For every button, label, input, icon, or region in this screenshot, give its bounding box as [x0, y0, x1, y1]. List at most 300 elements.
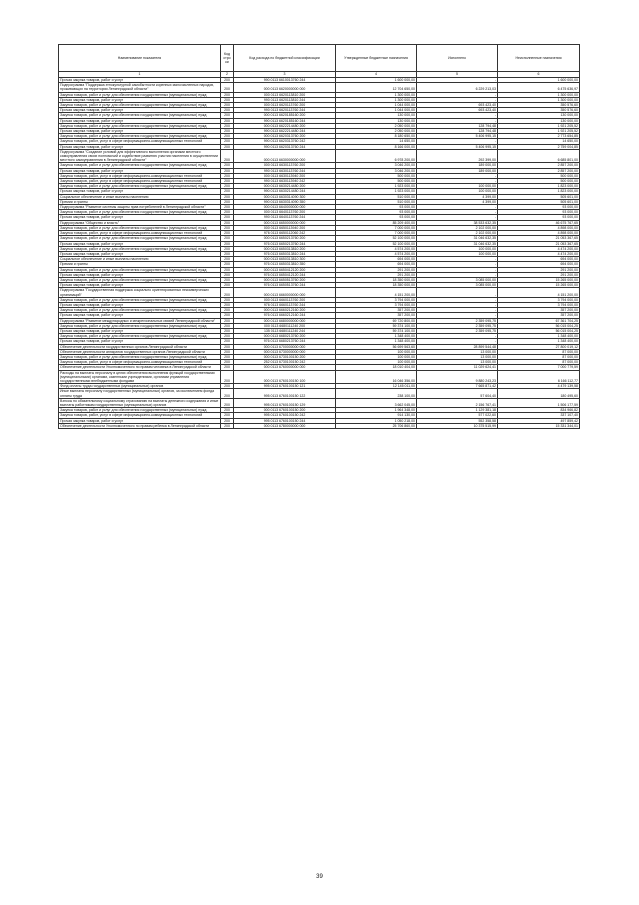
row-name: Премии и гранты: [59, 262, 221, 267]
header-executed: Исполнено: [417, 45, 498, 72]
row-budget-code: 000 0113 6640113760 200: [234, 210, 336, 215]
row-approved: 500 000,00: [336, 179, 417, 184]
row-executed: -: [417, 297, 498, 302]
row-name: Прочая закупка товаров, работ и услуг: [59, 339, 221, 344]
row-approved: 1 348 400,00: [336, 339, 417, 344]
row-executed: 10 375 515,99: [417, 423, 498, 428]
row-approved: 1 050 218,00: [336, 418, 417, 423]
row-name: Закупка товаров, работ и услуг для обеспечения государственных (муниципальных) нужд: [59, 113, 221, 118]
row-name: Закупка товаров, работ и услуг для обеспечения государственных (муниципальных) нужд: [59, 134, 221, 139]
row-code: 200: [221, 283, 234, 288]
row-remaining: 505 601,00: [498, 194, 580, 199]
row-executed: 6 229 213,03: [417, 83, 498, 92]
row-executed: -: [417, 334, 498, 339]
row-budget-code: 000 0113 6650213760 200: [234, 236, 336, 241]
row-executed: -: [417, 272, 498, 277]
column-number: 5: [417, 72, 498, 78]
row-name: Социальное обеспечение и иные выплаты населению: [59, 194, 221, 199]
row-code: 200: [221, 318, 234, 323]
row-approved: 2 050 000,00: [336, 129, 417, 134]
row-executed: -: [417, 308, 498, 313]
row-name: Прочая закупка товаров, работ и услуг: [59, 78, 221, 83]
row-code: 200: [221, 413, 234, 418]
row-approved: 59 374 100,00: [336, 323, 417, 328]
row-remaining: 500 000,00: [498, 179, 580, 184]
row-name: Прочая закупка товаров, работ и услуг: [59, 241, 221, 246]
row-code: 200: [221, 354, 234, 359]
row-budget-code: 000 0113 6780000000 000: [234, 423, 336, 428]
row-code: 200: [221, 418, 234, 423]
row-name: Премии и гранты: [59, 199, 221, 204]
row-remaining: 357 200,00: [498, 313, 580, 318]
row-approved: 14 650,00: [336, 139, 417, 144]
row-code: 200: [221, 83, 234, 92]
row-name: Прочая закупка товаров, работ и услуг: [59, 144, 221, 149]
row-executed: 2 102 000,00: [417, 225, 498, 230]
row-remaining: 130 000,00: [498, 113, 580, 118]
row-name: Подпрограмма "Поддержка этнокультурной самобытности коренных малочисленных народов, проживающих на территории Ленинградской области": [59, 83, 221, 92]
table-row: [59, 423, 580, 428]
table-row: [59, 370, 580, 384]
row-budget-code: 990 0113 6620113760 244: [234, 108, 336, 113]
row-budget-code: 000 0113 6650113940 200: [234, 225, 336, 230]
row-name: Закупка товаров, работ, услуг в сфере информационно-коммуникационных технологий: [59, 413, 221, 418]
row-name: Обеспечение деятельности Уполномоченного по правам ребенка в Ленинградской области: [59, 423, 221, 428]
row-remaining: 4 898 000,00: [498, 225, 580, 230]
row-name: Обеспечение деятельности государственных органов Ленинградской области: [59, 344, 221, 349]
row-executed: 2 359 095,75: [417, 323, 498, 328]
row-code: 200: [221, 313, 234, 318]
row-executed: 3 085 000,00: [417, 283, 498, 288]
row-remaining: 1 823 000,00: [498, 189, 580, 194]
row-executed: 9 880 243,23: [417, 370, 498, 384]
row-budget-code: 000 0113 6630314090 300: [234, 194, 336, 199]
row-approved: 12 704 650,00: [336, 83, 417, 92]
row-executed: 100 000,00: [417, 189, 498, 194]
row-remaining: 1 921 205,52: [498, 129, 580, 134]
row-remaining: 2 759 004,85: [498, 144, 580, 149]
row-budget-code: 000 0113 6680000000 000: [234, 318, 336, 323]
row-approved: 85 209 400,00: [336, 220, 417, 225]
row-budget-code: 995 0113 6760100150 244: [234, 418, 336, 423]
row-executed: -: [417, 139, 498, 144]
row-name: Прочая закупка товаров, работ и услуг: [59, 272, 221, 277]
row-executed: 100 000,00: [417, 246, 498, 251]
row-remaining: 497 859,42: [498, 418, 580, 423]
row-code: 200: [221, 189, 234, 194]
row-code: 200: [221, 257, 234, 262]
row-code: 200: [221, 288, 234, 297]
row-name: Подпрограмма "Развитие системы защиты прав потребителей в Ленинградской области": [59, 205, 221, 210]
row-remaining: 2 773 654,85: [498, 134, 580, 139]
row-executed: -: [417, 210, 498, 215]
table-row: [59, 149, 580, 163]
row-approved: 100 000,00: [336, 349, 417, 354]
row-remaining: 56 015 004,25: [498, 323, 580, 328]
row-code: 200: [221, 194, 234, 199]
row-approved: 8 180 650,00: [336, 134, 417, 139]
row-remaining: 505 601,00: [498, 199, 580, 204]
row-approved: 93 000,00: [336, 215, 417, 220]
row-approved: 6 978 200,00: [336, 149, 417, 163]
row-remaining: 15 265 000,00: [498, 277, 580, 282]
row-budget-code: 000 0113 6760100150 200: [234, 408, 336, 413]
row-code: 200: [221, 205, 234, 210]
row-budget-code: 000 0113 6620000000 000: [234, 83, 336, 92]
row-approved: 3 794 000,00: [336, 297, 417, 302]
row-budget-code: 000 0113 6660000000 000: [234, 288, 336, 297]
column-number: 2: [221, 72, 234, 78]
row-remaining: 694 000,00: [498, 257, 580, 262]
row-executed: 292 399,00: [417, 149, 498, 163]
row-code: 200: [221, 163, 234, 168]
row-remaining: 1 300 000,00: [498, 92, 580, 97]
row-budget-code: 995 0113 6760100150 129: [234, 398, 336, 407]
row-approved: 510 000,00: [336, 194, 417, 199]
row-approved: 1 300 000,00: [336, 97, 417, 102]
row-budget-code: 000 0113 6730100150 200: [234, 354, 336, 359]
row-remaining: 4 151 200,00: [498, 288, 580, 297]
row-executed: -: [417, 313, 498, 318]
row-budget-code: 976 0113 6650313810 350: [234, 262, 336, 267]
row-remaining: 2 857 200,00: [498, 168, 580, 173]
row-name: Подпрограмма "Создание условий для эффективного выполнения органами местного самоуправления своих полномочий и содействие развитию участия населения в осуществлении местного самоуправления в Ленинградской области": [59, 149, 221, 163]
row-budget-code: 990 0113 6630113760 244: [234, 168, 336, 173]
row-approved: 3 046 200,00: [336, 168, 417, 173]
row-executed: -: [417, 78, 498, 83]
row-name: Закупка товаров, работ, услуг в сфере информационно-коммуникационных технологий: [59, 231, 221, 236]
row-executed: 13 000,00: [417, 360, 498, 365]
row-code: 200: [221, 272, 234, 277]
row-name: Иные выплаты персоналу государственных (муниципальных) органов, за исключением фонда оплаты труда: [59, 389, 221, 398]
row-budget-code: 000 0113 6760100150 100: [234, 370, 336, 384]
row-code: 200: [221, 179, 234, 184]
row-approved: 69 720 800,00: [336, 318, 417, 323]
row-remaining: 21 053 367,65: [498, 236, 580, 241]
row-code: 200: [221, 134, 234, 139]
row-approved: 130 000,00: [336, 118, 417, 123]
row-executed: -: [417, 288, 498, 297]
table-row: [59, 398, 580, 407]
row-code: 200: [221, 149, 234, 163]
row-executed: 2 359 095,75: [417, 318, 498, 323]
row-code: 200: [221, 246, 234, 251]
row-name: Прочая закупка товаров, работ и услуг: [59, 215, 221, 220]
row-budget-code: 995 0113 6760100150 122: [234, 389, 336, 398]
table-header-row: [59, 45, 580, 72]
row-budget-code: 995 0113 6760100150 121: [234, 384, 336, 389]
row-budget-code: 135 0113 6680111240 244: [234, 328, 336, 333]
row-name: Фонд оплаты труда государственных (муниципальных) органов: [59, 384, 221, 389]
row-name: Закупка товаров, работ и услуг для обеспечения государственных (муниципальных) нужд: [59, 334, 221, 339]
header-remaining: Неисполненные назначения: [498, 45, 580, 72]
row-remaining: 87 000,00: [498, 360, 580, 365]
column-number: 6: [498, 72, 580, 78]
row-budget-code: 976 0113 6660212160 244: [234, 313, 336, 318]
report-page: [58, 44, 579, 429]
row-budget-code: 976 0113 6660113760 244: [234, 302, 336, 307]
row-budget-code: 000 0113 6660113760 200: [234, 297, 336, 302]
row-remaining: 337 107,40: [498, 413, 580, 418]
row-code: 200: [221, 139, 234, 144]
row-budget-code: 976 0113 6650112060 242: [234, 231, 336, 236]
row-executed: -: [417, 215, 498, 220]
column-number: 3: [234, 72, 336, 78]
row-code: 200: [221, 423, 234, 428]
row-approved: 25 706 860,00: [336, 423, 417, 428]
row-name: Закупка товаров, работ и услуг для обеспечения государственных (муниципальных) нужд: [59, 297, 221, 302]
row-executed: -: [417, 267, 498, 272]
row-code: 200: [221, 398, 234, 407]
row-approved: 1 300 000,00: [336, 92, 417, 97]
row-executed: -: [417, 113, 498, 118]
row-code: 200: [221, 241, 234, 246]
row-approved: 130 000,00: [336, 113, 417, 118]
row-remaining: 67 361 704,25: [498, 318, 580, 323]
row-executed: 31 046 632,35: [417, 241, 498, 246]
row-code: 200: [221, 225, 234, 230]
row-executed: 577 022,60: [417, 413, 498, 418]
row-executed: -: [417, 339, 498, 344]
row-executed: 5 406 995,15: [417, 144, 498, 149]
row-approved: 694 000,00: [336, 257, 417, 262]
row-budget-code: 990 0113 6620185160 244: [234, 118, 336, 123]
row-remaining: 4 474 200,00: [498, 246, 580, 251]
row-approved: 3 662 045,00: [336, 398, 417, 407]
row-executed: -: [417, 205, 498, 210]
row-budget-code: 990 0113 6630113940 242: [234, 179, 336, 184]
row-remaining: 14 650,00: [498, 139, 580, 144]
row-name: Закупка товаров, работ и услуг для обеспечения государственных (муниципальных) нужд: [59, 103, 221, 108]
row-budget-code: 000 0113 6630113940 200: [234, 173, 336, 178]
row-executed: -: [417, 302, 498, 307]
row-budget-code: 976 0113 6650313810 244: [234, 251, 336, 256]
row-code: 200: [221, 277, 234, 282]
row-executed: 2 102 000,00: [417, 231, 498, 236]
row-code: 200: [221, 251, 234, 256]
row-approved: 291 200,00: [336, 272, 417, 277]
row-remaining: 7 000 779,59: [498, 365, 580, 370]
column-number: 1: [59, 72, 221, 78]
row-name: Прочая закупка товаров, работ и услуг: [59, 418, 221, 423]
row-approved: 100 000,00: [336, 354, 417, 359]
row-approved: 291 200,00: [336, 267, 417, 272]
row-remaining: 500 000,00: [498, 173, 580, 178]
row-name: Закупка товаров, работ, услуг в сфере информационно-коммуникационных технологий: [59, 360, 221, 365]
row-executed: 13 000,00: [417, 349, 498, 354]
row-code: 200: [221, 92, 234, 97]
row-executed: 4 399,00: [417, 194, 498, 199]
row-executed: 3 085 000,00: [417, 277, 498, 282]
row-remaining: 350 576,60: [498, 108, 580, 113]
row-code: 200: [221, 231, 234, 236]
row-name: Закупка товаров, работ и услуг для обеспечения государственных (муниципальных) нужд: [59, 210, 221, 215]
row-name: Прочая закупка товаров, работ и услуг: [59, 168, 221, 173]
row-budget-code: 000 0113 6640000000 000: [234, 205, 336, 210]
row-remaining: 1 348 400,00: [498, 334, 580, 339]
row-remaining: 4 898 000,00: [498, 231, 580, 236]
row-remaining: 834 966,82: [498, 408, 580, 413]
row-budget-code: 976 0113 6650213760 244: [234, 241, 336, 246]
row-approved: 510 000,00: [336, 199, 417, 204]
row-name: Закупка товаров, работ, услуг в сфере информационно-коммуникационных технологий: [59, 173, 221, 178]
row-remaining: 6 475 636,97: [498, 83, 580, 92]
row-code: 200: [221, 184, 234, 189]
header-approved: Утвержденные бюджетные назначения: [336, 45, 417, 72]
row-code: 200: [221, 113, 234, 118]
row-budget-code: 000 0113 6650313810 300: [234, 257, 336, 262]
row-budget-code: 252 0113 6730100150 242: [234, 360, 336, 365]
row-code: 200: [221, 262, 234, 267]
row-approved: 4 574 200,00: [336, 246, 417, 251]
row-approved: 694 000,00: [336, 262, 417, 267]
row-code: 200: [221, 349, 234, 354]
row-approved: 93 000,00: [336, 205, 417, 210]
row-executed: 100 000,00: [417, 184, 498, 189]
row-executed: -: [417, 97, 498, 102]
row-approved: 3 046 200,00: [336, 163, 417, 168]
row-code: 200: [221, 123, 234, 128]
row-remaining: 1 300 000,00: [498, 97, 580, 102]
row-budget-code: 976 0113 6680213760 244: [234, 339, 336, 344]
row-code: 200: [221, 328, 234, 333]
row-name: Закупка товаров, работ и услуг для обеспечения государственных (муниципальных) нужд: [59, 308, 221, 313]
row-approved: 52 100 000,00: [336, 241, 417, 246]
row-budget-code: 000 0113 6620113810 200: [234, 92, 336, 97]
row-code: 200: [221, 236, 234, 241]
row-executed: 11 029 624,41: [417, 365, 498, 370]
row-remaining: 93 000,00: [498, 215, 580, 220]
row-name: Подпрограмма "Развитие международных и межрегиональных связей Ленинградской области": [59, 318, 221, 323]
row-code: 200: [221, 168, 234, 173]
row-name: Подпрограмма "Общество и власть": [59, 220, 221, 225]
row-budget-code: 000 0113 6622214480 200: [234, 123, 336, 128]
table-row: [59, 288, 580, 297]
row-approved: 18 350 000,00: [336, 283, 417, 288]
row-approved: 59 374 100,00: [336, 328, 417, 333]
row-remaining: 350 576,60: [498, 103, 580, 108]
row-budget-code: 000 0113 6680111240 200: [234, 323, 336, 328]
row-name: Социальное обеспечение и иные выплаты населению: [59, 257, 221, 262]
row-name: Прочая закупка товаров, работ и услуг: [59, 129, 221, 134]
row-budget-code: 976 0113 6650513760 244: [234, 283, 336, 288]
row-approved: 1 044 000,00: [336, 108, 417, 113]
row-approved: 52 100 000,00: [336, 236, 417, 241]
row-code: 200: [221, 220, 234, 225]
row-name: Взносы по обязательному социальному страхованию на выплаты денежного содержания и иные выплаты работникам государственных (муниципальных) органов: [59, 398, 221, 407]
row-name: Прочая закупка товаров, работ и услуг: [59, 189, 221, 194]
row-name: Закупка товаров, работ и услуг для обеспечения государственных (муниципальных) нужд: [59, 354, 221, 359]
row-approved: 914 130,00: [336, 413, 417, 418]
row-executed: -: [417, 262, 498, 267]
row-executed: 128 794,48: [417, 129, 498, 134]
row-approved: 2 050 000,00: [336, 123, 417, 128]
row-budget-code: 990 0113 6610013760 244: [234, 78, 336, 83]
row-executed: 100 000,00: [417, 251, 498, 256]
row-remaining: 93 000,00: [498, 205, 580, 210]
row-budget-code: 000 0113 6680213760 200: [234, 334, 336, 339]
row-budget-code: 000 0113 6650313810 200: [234, 246, 336, 251]
row-name: Закупка товаров, работ, услуг в сфере информационно-коммуникационных технологий: [59, 179, 221, 184]
row-name: Закупка товаров, работ и услуг для обеспечения государственных (муниципальных) нужд: [59, 225, 221, 230]
row-executed: 2 156 767,41: [417, 398, 498, 407]
row-remaining: 4 479 139,58: [498, 384, 580, 389]
row-approved: 357 200,00: [336, 313, 417, 318]
row-budget-code: 000 0113 6630113760 200: [234, 163, 336, 168]
row-approved: 12 145 011,00: [336, 384, 417, 389]
row-executed: 189 000,00: [417, 163, 498, 168]
row-budget-code: 000 0113 6700000000 000: [234, 344, 336, 349]
row-budget-code: 000 0113 6760000000 000: [234, 365, 336, 370]
row-code: 200: [221, 215, 234, 220]
row-name: Закупка товаров, работ и услуг для обеспечения государственных (муниципальных) нужд: [59, 277, 221, 282]
row-remaining: 357 200,00: [498, 308, 580, 313]
row-approved: 1 923 000,00: [336, 184, 417, 189]
row-approved: 7 000 000,00: [336, 225, 417, 230]
row-budget-code: 000 0113 6620113760 200: [234, 103, 336, 108]
row-budget-code: 990 0113 6620113810 244: [234, 97, 336, 102]
row-name: Обеспечение деятельности аппаратов государственных органов Ленинградской области: [59, 349, 221, 354]
row-approved: 100 000,00: [336, 360, 417, 365]
row-name: Закупка товаров, работ и услуг для обеспечения государственных (муниципальных) нужд: [59, 123, 221, 128]
row-name: Прочая закупка товаров, работ и услуг: [59, 251, 221, 256]
row-budget-code: 990 0113 6622214480 244: [234, 129, 336, 134]
row-name: Закупка товаров, работ и услуг для обеспечения государственных (муниципальных) нужд: [59, 246, 221, 251]
row-name: Закупка товаров, работ и услуг для обеспечения государственных (муниципальных) нужд: [59, 323, 221, 328]
row-name: Закупка товаров, работ, услуг в сфере информационно-коммуникационных технологий: [59, 139, 221, 144]
row-budget-code: 976 0113 6650412120 244: [234, 272, 336, 277]
row-budget-code: 990 0113 6630214480 244: [234, 189, 336, 194]
row-budget-code: 990 0113 6620313760 244: [234, 144, 336, 149]
row-executed: 693 423,40: [417, 108, 498, 113]
row-approved: 7 000 000,00: [336, 231, 417, 236]
row-remaining: 2 857 200,00: [498, 163, 580, 168]
row-code: 200: [221, 297, 234, 302]
row-remaining: 93 000,00: [498, 210, 580, 215]
row-approved: 1 044 000,00: [336, 103, 417, 108]
row-budget-code: 000 0113 6660212160 200: [234, 308, 336, 313]
row-approved: 8 166 000,00: [336, 144, 417, 149]
row-code: 200: [221, 199, 234, 204]
row-code: 200: [221, 118, 234, 123]
row-executed: 13 000,00: [417, 354, 498, 359]
row-approved: 93 000,00: [336, 210, 417, 215]
row-executed: 31 046 632,35: [417, 236, 498, 241]
row-approved: 1 964 348,00: [336, 408, 417, 413]
row-name: Обеспечение деятельности Уполномоченного по правам человека в Ленинградской области: [59, 365, 221, 370]
row-remaining: 1 506 177,59: [498, 398, 580, 407]
row-name: Подпрограмма "Государственная поддержка социально ориентированных некоммерческих организаций": [59, 288, 221, 297]
row-remaining: 1 348 400,00: [498, 339, 580, 344]
row-executed: 2 359 095,75: [417, 328, 498, 333]
budget-table: [58, 44, 580, 429]
row-code: 200: [221, 360, 234, 365]
row-remaining: 27 800 019,12: [498, 344, 580, 349]
row-name: Прочая закупка товаров, работ и услуг: [59, 118, 221, 123]
header-indicator-name: Наименование показателя: [59, 45, 221, 72]
row-code: 200: [221, 267, 234, 272]
row-remaining: 1 823 000,00: [498, 184, 580, 189]
row-code: 200: [221, 144, 234, 149]
row-budget-code: 000 0113 6630214480 200: [234, 184, 336, 189]
row-code: 200: [221, 334, 234, 339]
row-approved: 3 794 000,00: [336, 302, 417, 307]
table-body: [59, 78, 580, 429]
row-name: Прочая закупка товаров, работ и услуг: [59, 328, 221, 333]
row-executed: -: [417, 92, 498, 97]
row-remaining: 15 331 344,01: [498, 423, 580, 428]
row-remaining: 291 200,00: [498, 272, 580, 277]
